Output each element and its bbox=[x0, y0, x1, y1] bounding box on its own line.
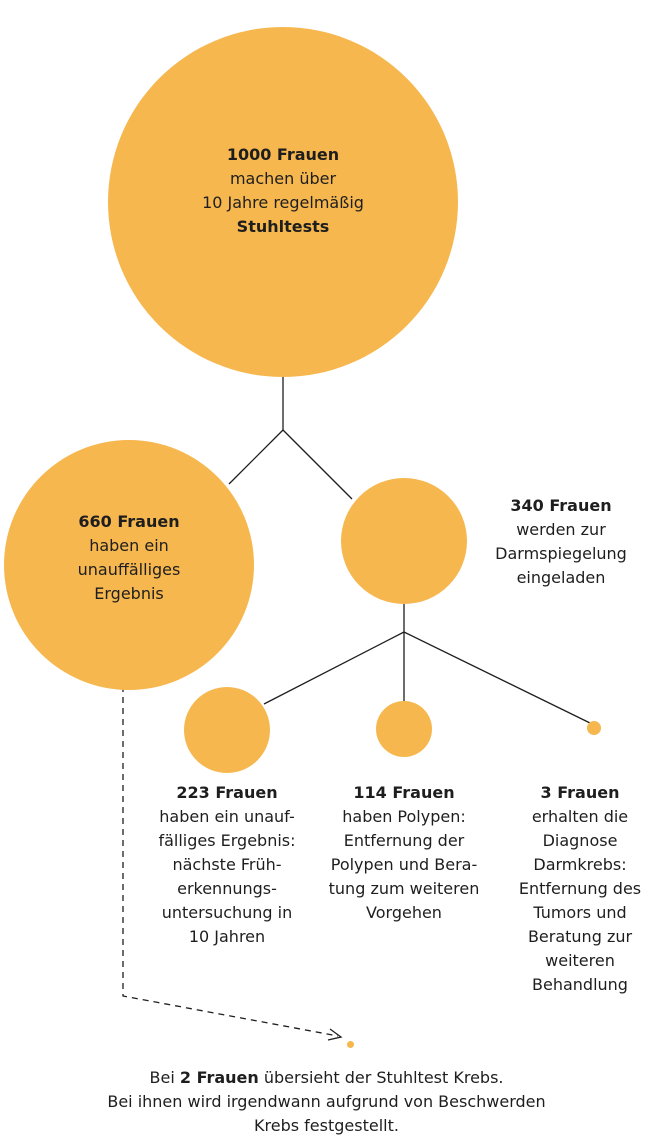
circle-3-frauen bbox=[587, 721, 601, 735]
branch-to-223-line bbox=[264, 632, 404, 704]
clear-text-1: haben ein unauf- bbox=[159, 807, 295, 826]
polyps-count: 114 Frauen bbox=[353, 783, 455, 802]
label-660-frauen bbox=[24, 510, 234, 606]
root-text-2: 10 Jahre regelmäßig bbox=[202, 193, 364, 212]
unremarkable-text-1: haben ein bbox=[89, 536, 169, 555]
clear-text-5: untersuchung in bbox=[161, 903, 293, 922]
clear-text-4: erkennungs- bbox=[177, 879, 277, 898]
unremarkable-text-3: Ergebnis bbox=[94, 584, 164, 603]
polyps-text-4: tung zum weiteren bbox=[328, 879, 480, 898]
root-text-1: machen über bbox=[229, 169, 337, 188]
clear-text-2: fälliges Ergebnis: bbox=[158, 831, 296, 850]
branch-to-340-line bbox=[283, 430, 352, 499]
circle-223-frauen bbox=[184, 687, 270, 773]
colonoscopy-text-1: werden zur bbox=[516, 520, 606, 539]
cancer-count: 3 Frauen bbox=[540, 783, 620, 802]
cancer-text-7: weiteren bbox=[545, 951, 615, 970]
footer-suffix: übersieht der Stuhltest Krebs. bbox=[258, 1068, 504, 1087]
cancer-text-2: Diagnose bbox=[542, 831, 618, 850]
colonoscopy-text-3: eingeladen bbox=[516, 568, 606, 587]
cancer-text-8: Behandlung bbox=[532, 975, 628, 994]
cancer-text-1: erhalten die bbox=[531, 807, 629, 826]
footer-line-3: Krebs festgestellt. bbox=[254, 1116, 399, 1135]
polyps-text-1: haben Polypen: bbox=[342, 807, 466, 826]
footer-note bbox=[0, 1066, 653, 1138]
cancer-text-4: Entfernung des bbox=[518, 879, 642, 898]
label-223-frauen bbox=[134, 781, 320, 949]
unremarkable-text-2: unauffälliges bbox=[77, 560, 181, 579]
footer-count: 2 Frauen bbox=[179, 1068, 259, 1087]
circle-114-frauen bbox=[376, 701, 432, 757]
label-114-frauen bbox=[316, 781, 492, 925]
colonoscopy-count: 340 Frauen bbox=[510, 496, 612, 515]
root-count: 1000 Frauen bbox=[226, 145, 340, 164]
cancer-text-3: Darmkrebs: bbox=[533, 855, 627, 874]
cancer-text-6: Beratung zur bbox=[527, 927, 633, 946]
clear-text-3: nächste Früh- bbox=[172, 855, 282, 874]
unremarkable-count: 660 Frauen bbox=[78, 512, 180, 531]
cancer-text-5: Tumors und bbox=[533, 903, 627, 922]
polyps-text-5: Vorgehen bbox=[366, 903, 442, 922]
label-340-frauen bbox=[486, 494, 636, 590]
circle-340-frauen bbox=[341, 478, 467, 604]
root-text-bold: Stuhltests bbox=[236, 217, 330, 236]
clear-text-6: 10 Jahren bbox=[188, 927, 266, 946]
label-1000-frauen bbox=[160, 143, 406, 239]
branch-to-660-line bbox=[229, 430, 283, 484]
footer-line-2: Bei ihnen wird irgendwann aufgrund von Beschwerden bbox=[107, 1092, 546, 1111]
polyps-text-2: Entfernung der bbox=[343, 831, 465, 850]
colonoscopy-text-2: Darmspiegelung bbox=[495, 544, 627, 563]
label-3-frauen bbox=[512, 781, 648, 997]
footer-prefix: Bei bbox=[149, 1068, 180, 1087]
clear-count: 223 Frauen bbox=[176, 783, 278, 802]
branch-to-3-line bbox=[404, 632, 590, 723]
polyps-text-3: Polypen und Bera- bbox=[330, 855, 478, 874]
circle-2-frauen bbox=[347, 1041, 354, 1048]
